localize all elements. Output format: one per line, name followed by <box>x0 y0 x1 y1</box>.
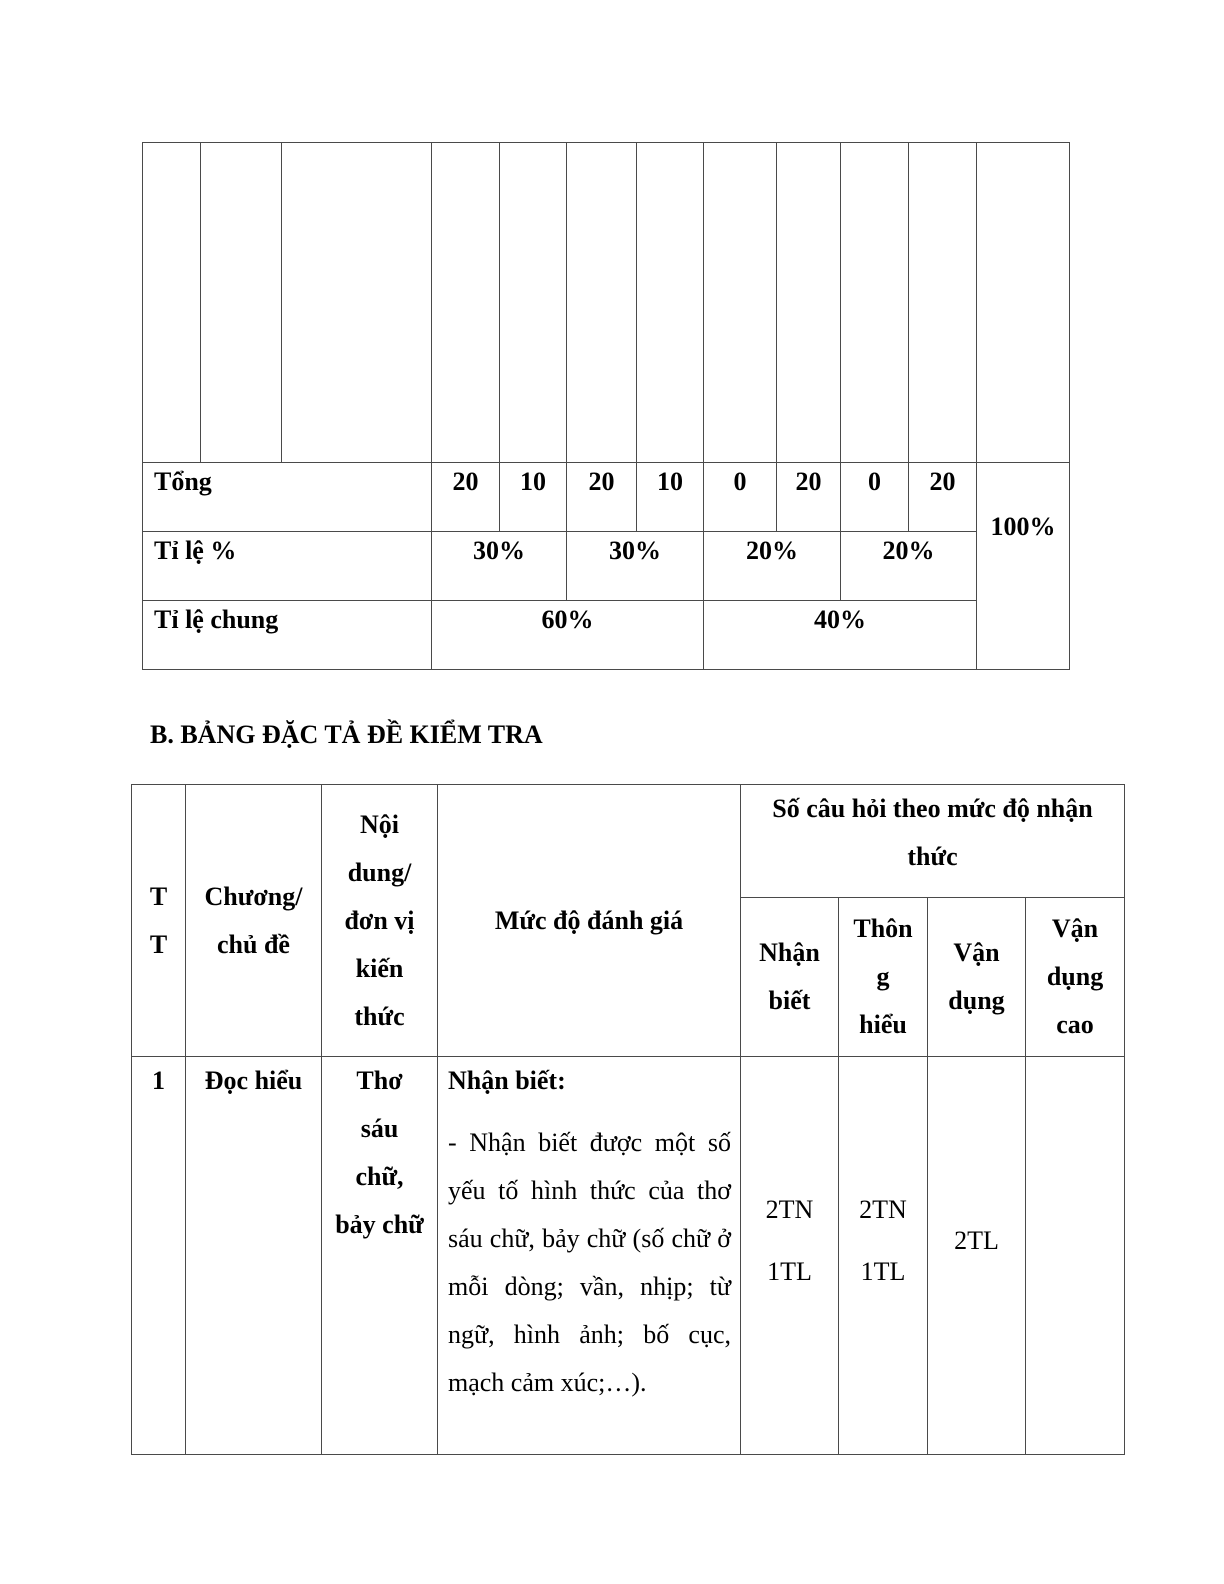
total-percent: 100% <box>977 463 1070 670</box>
header-apply-line: Vận <box>953 938 1000 967</box>
header-understand-line: g <box>876 962 890 991</box>
blank-cell <box>977 143 1070 463</box>
level-title: Nhận biết: <box>448 1066 566 1095</box>
row-content-line: sáu <box>360 1114 399 1143</box>
total-value: 10 <box>500 463 567 532</box>
row-recognize-line: 1TL <box>767 1256 812 1286</box>
header-tt-line: T <box>149 881 168 911</box>
blank-cell <box>909 143 977 463</box>
header-recognize-line: Nhận <box>759 938 820 967</box>
row-understand-line: 2TN <box>859 1194 907 1224</box>
header-content-line: Nội <box>360 809 399 839</box>
row-content-line: bảy chữ <box>335 1210 424 1239</box>
total-value: 20 <box>777 463 841 532</box>
header-apply-high <box>1026 898 1125 1057</box>
header-apply-line: dụng <box>948 986 1005 1015</box>
blank-cell <box>777 143 841 463</box>
overall-value: 60% <box>432 601 704 670</box>
summary-table <box>142 142 1070 670</box>
row-level <box>438 1057 741 1455</box>
blank-cell <box>500 143 567 463</box>
header-apply <box>928 898 1026 1057</box>
header-apply-high-line: Vận <box>1051 914 1099 943</box>
blank-cell <box>637 143 704 463</box>
header-chapter <box>186 785 322 1057</box>
row-tt: 1 <box>132 1057 186 1455</box>
overall-label: Tỉ lệ chung <box>143 601 432 670</box>
blank-cell <box>567 143 637 463</box>
row-understand <box>839 1057 928 1455</box>
header-apply-high-line: cao <box>1056 1010 1094 1039</box>
total-value: 20 <box>909 463 977 532</box>
row-content-line: chữ, <box>355 1162 404 1191</box>
header-count-line: Số câu hỏi theo mức độ nhận <box>772 794 1093 823</box>
total-value: 0 <box>704 463 777 532</box>
blank-cell <box>704 143 777 463</box>
header-understand <box>839 898 928 1057</box>
blank-cell <box>841 143 909 463</box>
header-apply-high-line: dụng <box>1046 962 1104 991</box>
row-recognize <box>741 1057 839 1455</box>
level-description: - Nhận biết được một số yếu tố hình thức của thơ sáu chữ, bảy chữ (số chữ ở mỗi dòng; vần, nhịp; từ ngữ, hình ảnh; bố cục, mạch cảm xúc;…). <box>448 1128 731 1397</box>
row-apply-high <box>1026 1057 1125 1455</box>
header-content <box>322 785 438 1057</box>
total-value: 20 <box>567 463 637 532</box>
header-row <box>132 785 1125 898</box>
table-row <box>132 1057 1125 1455</box>
ratio-value: 30% <box>567 532 704 601</box>
ratio-label: Tỉ lệ % <box>143 532 432 601</box>
overall-row <box>143 601 1070 670</box>
row-recognize-line: 2TN <box>765 1194 814 1224</box>
total-label: Tổng <box>143 463 432 532</box>
header-level: Mức độ đánh giá <box>438 785 741 1057</box>
row-content-line: Thơ <box>356 1066 403 1095</box>
blank-cell <box>432 143 500 463</box>
ratio-value: 30% <box>432 532 567 601</box>
header-chapter-line: Chương/ <box>204 881 303 911</box>
section-heading: B. BẢNG ĐẶC TẢ ĐỀ KIỂM TRA <box>150 720 543 749</box>
total-value: 20 <box>432 463 500 532</box>
header-understand-line: Thôn <box>853 914 913 943</box>
header-content-line: thức <box>354 1001 405 1031</box>
total-row <box>143 463 1070 532</box>
header-content-line: đơn vị <box>344 905 415 935</box>
blank-cell <box>143 143 201 463</box>
header-recognize <box>741 898 839 1057</box>
row-chapter: Đọc hiểu <box>186 1057 322 1455</box>
header-count-line: thức <box>907 842 958 871</box>
blank-cell <box>282 143 432 463</box>
spec-table <box>131 784 1125 1455</box>
header-understand-line: hiểu <box>859 1010 907 1039</box>
row-apply: 2TL <box>928 1057 1026 1455</box>
header-tt <box>132 785 186 1057</box>
header-chapter-line: chủ đề <box>217 929 290 959</box>
row-understand-line: 1TL <box>860 1256 906 1286</box>
ratio-value: 20% <box>704 532 841 601</box>
header-tt-line: T <box>149 929 168 959</box>
ratio-value: 20% <box>841 532 977 601</box>
ratio-row <box>143 532 1070 601</box>
row-content <box>322 1057 438 1455</box>
header-count <box>741 785 1125 898</box>
overall-value: 40% <box>704 601 977 670</box>
total-value: 10 <box>637 463 704 532</box>
header-content-line: dung/ <box>347 857 412 887</box>
header-content-line: kiến <box>355 953 404 983</box>
header-recognize-line: biết <box>768 986 811 1015</box>
total-value: 0 <box>841 463 909 532</box>
summary-blank-row <box>143 143 1070 463</box>
blank-cell <box>201 143 282 463</box>
